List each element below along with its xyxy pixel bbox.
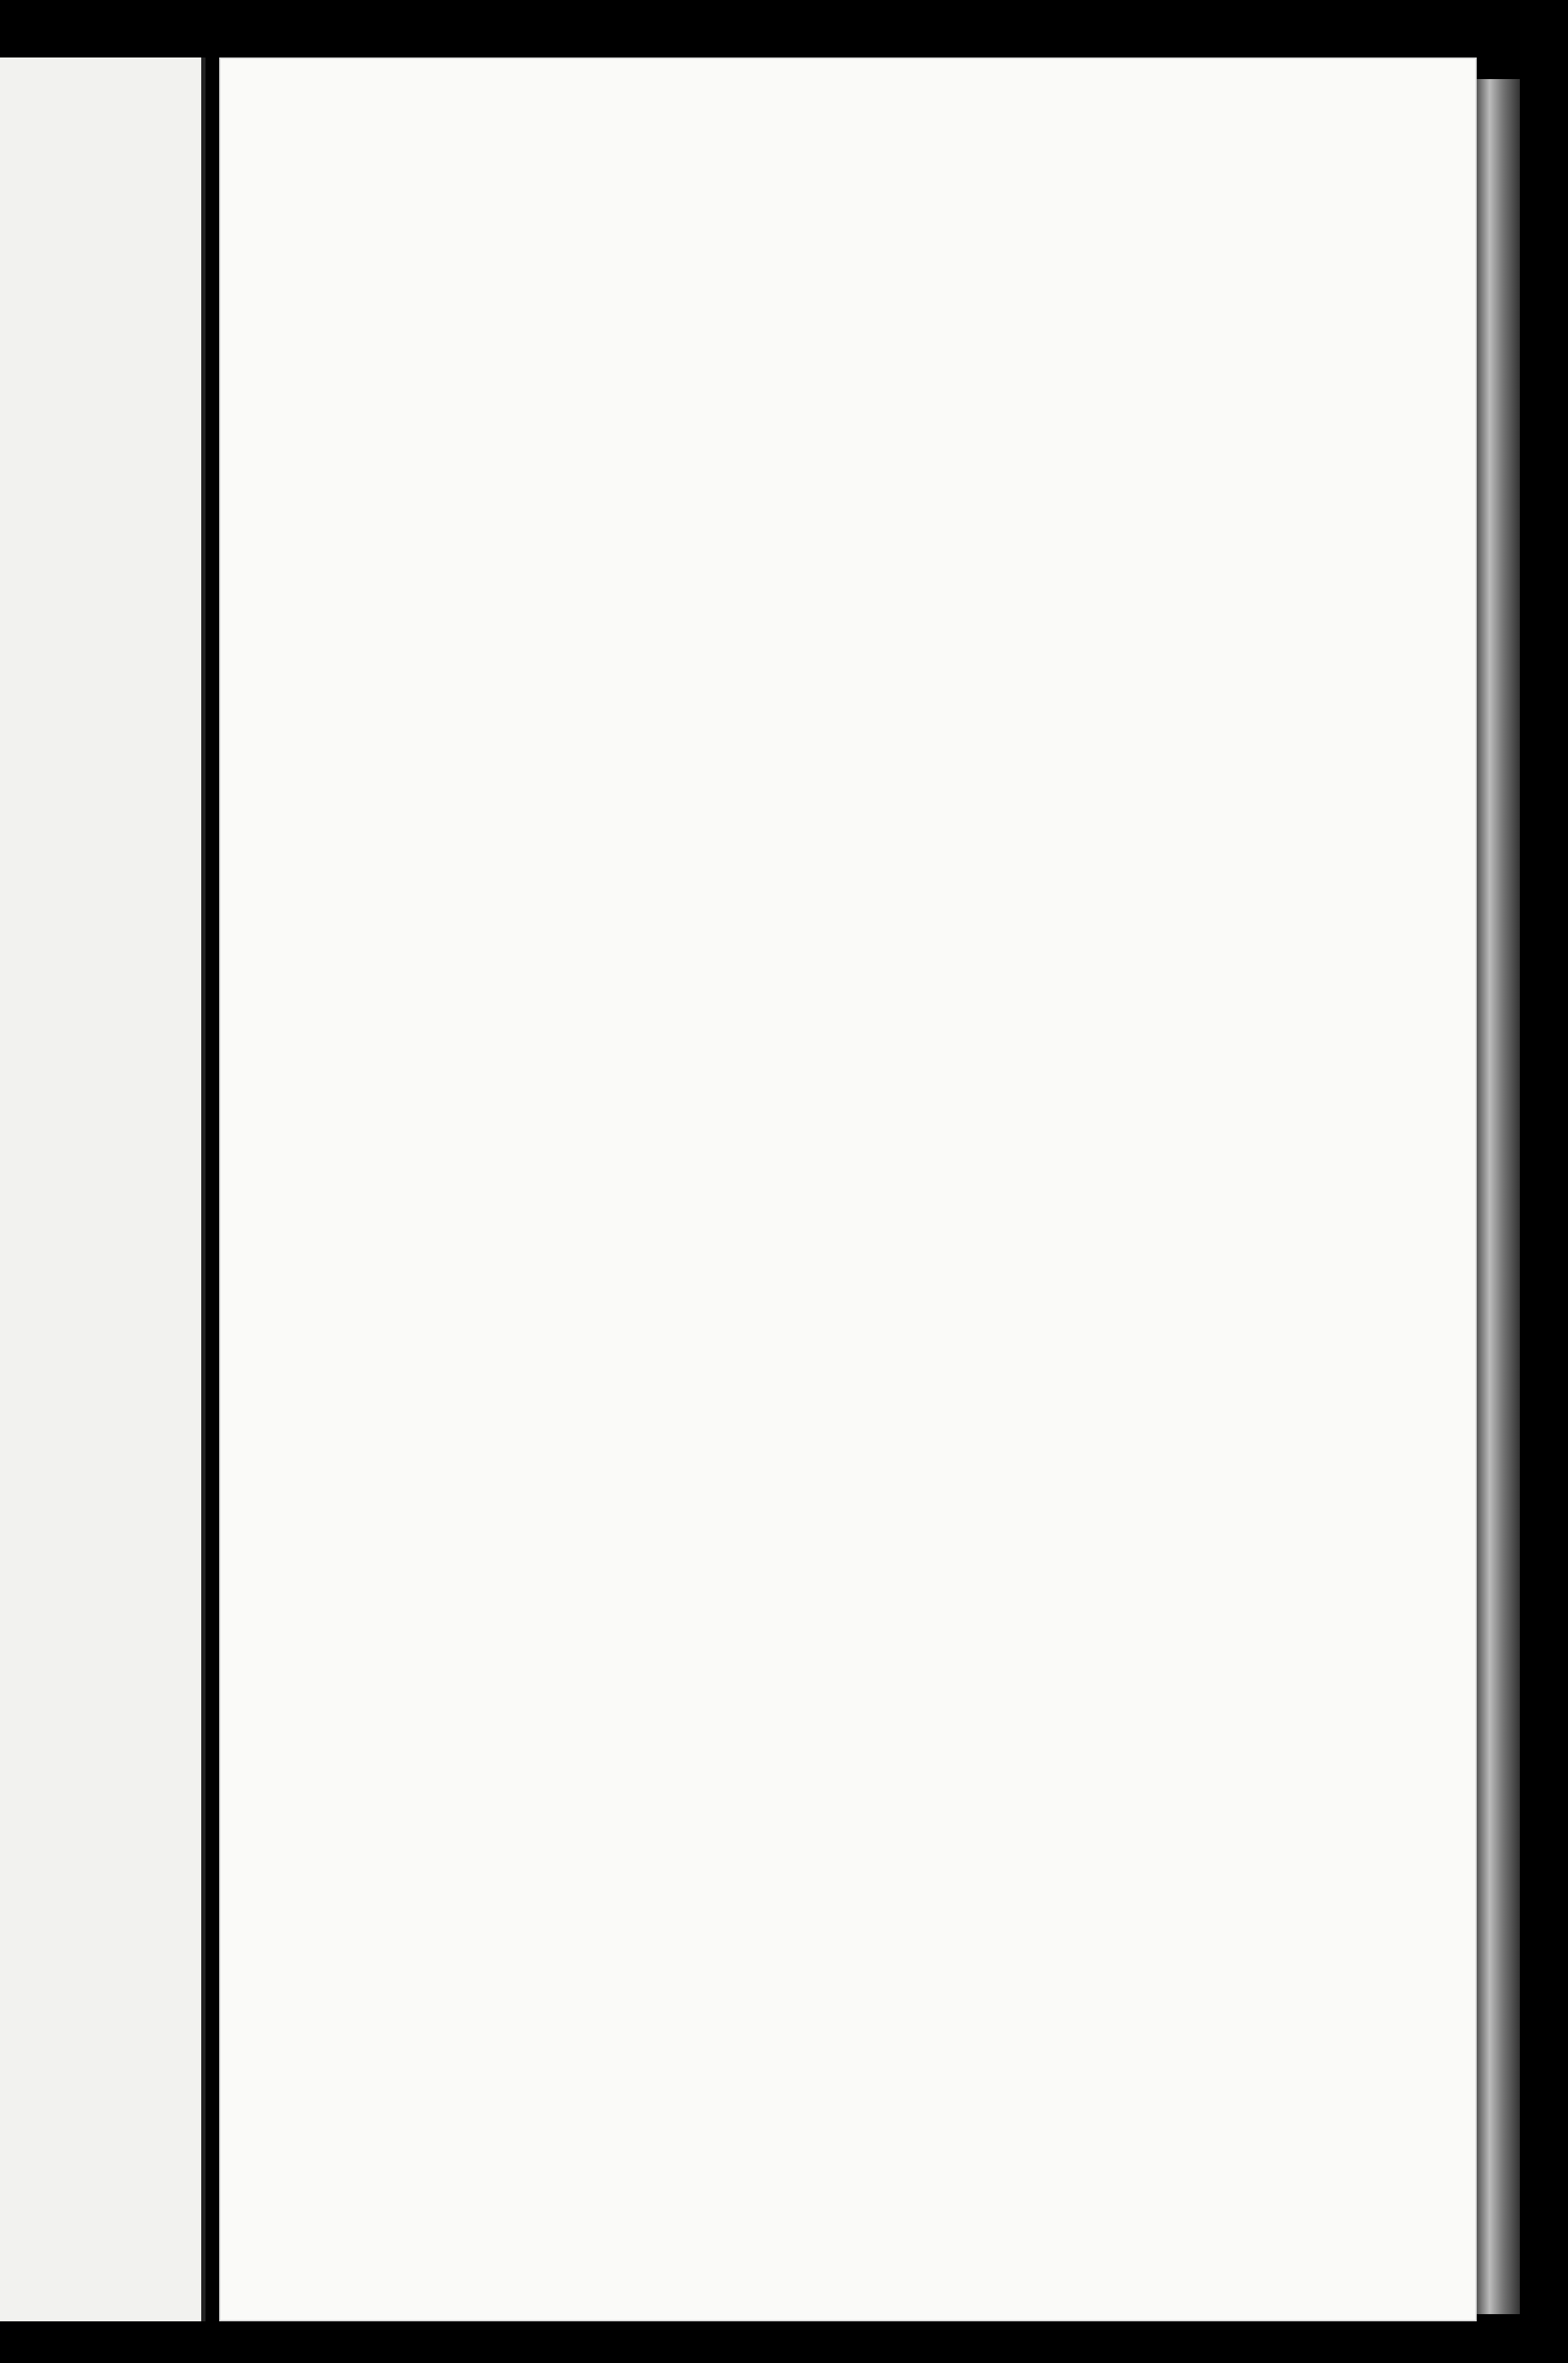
book-page	[219, 57, 1477, 2321]
book-spine-edge	[1477, 79, 1520, 2314]
page-header	[374, 266, 1437, 323]
previous-page-fragment	[0, 57, 206, 2321]
